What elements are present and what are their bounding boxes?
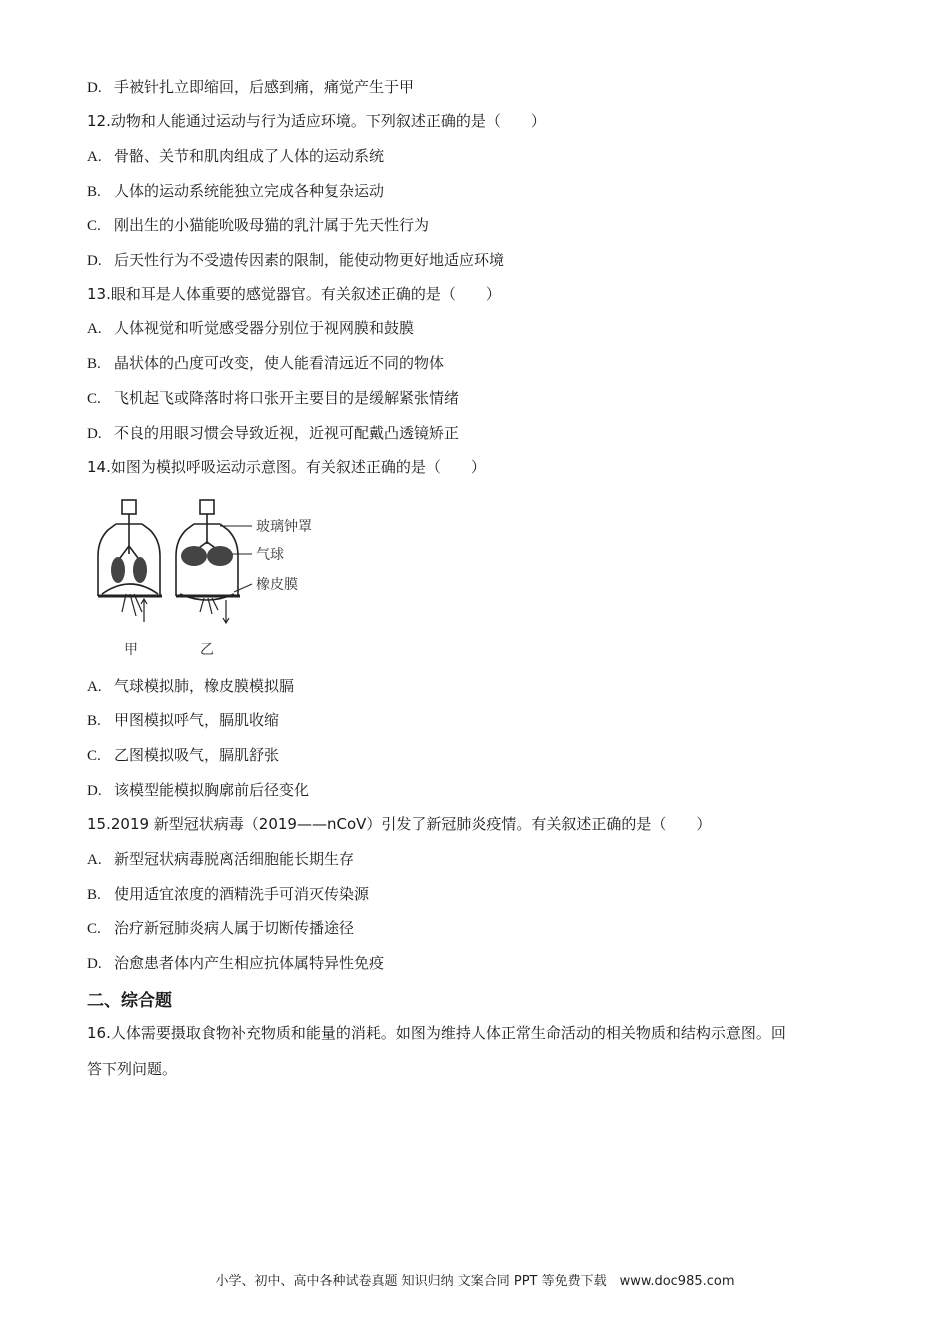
caption-yi: 乙 — [200, 642, 214, 658]
q16-stem-line-1: 16.人体需要摄取食物补充物质和能量的消耗。如图为维持人体正常生命活动的相关物质和结构示意图。回 — [87, 1024, 786, 1042]
label-balloon: 气球 — [256, 547, 284, 563]
q15-option-b — [87, 884, 369, 905]
option-key: B. — [87, 713, 101, 729]
option-text: 骨骼、关节和肌肉组成了人体的运动系统 — [114, 147, 385, 165]
option-key: D. — [87, 80, 102, 96]
option-key: C. — [87, 748, 101, 764]
q13-option-a — [87, 318, 414, 339]
option-key: B. — [87, 184, 101, 200]
q15-option-d — [87, 953, 384, 974]
option-key: A. — [87, 321, 102, 337]
q13-option-d — [87, 423, 459, 444]
option-text: 刚出生的小猫能吮吸母猫的乳汁属于先天性行为 — [114, 216, 430, 234]
q14-option-a — [87, 676, 294, 697]
option-key: C. — [87, 391, 101, 407]
option-text: 人体的运动系统能独立完成各种复杂运动 — [114, 182, 385, 200]
option-key: A. — [87, 679, 102, 695]
option-key: B. — [87, 356, 101, 372]
q12-option-b — [87, 181, 384, 202]
q15-option-a — [87, 849, 354, 870]
option-text: 乙图模拟吸气，膈肌舒张 — [114, 746, 280, 764]
option-text: 晶状体的凸度可改变，使人能看清远近不同的物体 — [114, 354, 445, 372]
section-heading: 二、综合题 — [87, 991, 172, 1011]
q13-option-c — [87, 388, 459, 409]
bell-jar-jia — [98, 500, 160, 596]
jar-jia-stopper — [122, 500, 136, 514]
option-text: 该模型能模拟胸廓前后径变化 — [114, 781, 310, 799]
balloon-jia-right — [133, 557, 147, 583]
balloon-yi-left — [181, 546, 207, 566]
arrow-down-icon — [223, 600, 229, 623]
option-text: 手被针扎立即缩回，后感到痛，痛觉产生于甲 — [114, 78, 415, 96]
option-text: 使用适宜浓度的酒精洗手可消灭传染源 — [114, 885, 370, 903]
option-key: D. — [87, 956, 102, 972]
jar-yi-stopper — [200, 500, 214, 514]
option-text: 气球模拟肺，橡皮膜模拟膈 — [114, 677, 295, 695]
string-yi — [200, 598, 218, 614]
q14-stem: 14.如图为模拟呼吸运动示意图。有关叙述正确的是（ ） — [87, 458, 486, 476]
q11-option-d — [87, 77, 414, 98]
page-footer: 小学、初中、高中各种试卷真题 知识归纳 文案合同 PPT 等免费下载 www.doc985.com — [215, 1274, 735, 1289]
option-key: D. — [87, 783, 102, 799]
caption-jia: 甲 — [124, 642, 138, 658]
q12-stem: 12.动物和人能通过运动与行为适应环境。下列叙述正确的是（ ） — [87, 112, 546, 130]
option-text: 飞机起飞或降落时将口张开主要目的是缓解紧张情绪 — [114, 389, 460, 407]
q13-stem: 13.眼和耳是人体重要的感觉器官。有关叙述正确的是（ ） — [87, 285, 501, 303]
q14-option-d — [87, 780, 309, 801]
q12-option-a — [87, 146, 384, 167]
option-text: 治疗新冠肺炎病人属于切断传播途径 — [114, 919, 355, 937]
option-key: C. — [87, 218, 101, 234]
bell-jar-yi — [176, 500, 238, 596]
option-text: 新型冠状病毒脱离活细胞能长期生存 — [114, 850, 355, 868]
membrane-jia — [102, 584, 158, 594]
q15-option-c — [87, 918, 354, 939]
q14-option-c — [87, 745, 279, 766]
option-text: 人体视觉和听觉感受器分别位于视网膜和鼓膜 — [114, 319, 415, 337]
q15-stem: 15.2019 新型冠状病毒（2019——nCoV）引发了新冠肺炎疫情。有关叙述正确的是（ ） — [87, 815, 712, 833]
option-key: A. — [87, 852, 102, 868]
breathing-model-diagram — [92, 494, 342, 664]
option-text: 后天性行为不受遗传因素的限制，能使动物更好地适应环境 — [114, 251, 505, 269]
option-key: A. — [87, 149, 102, 165]
option-key: D. — [87, 253, 102, 269]
label-membrane: 橡皮膜 — [256, 577, 298, 593]
label-bell-jar: 玻璃钟罩 — [256, 519, 312, 535]
option-key: B. — [87, 887, 101, 903]
balloon-yi-right — [207, 546, 233, 566]
q14-option-b — [87, 710, 279, 731]
breathing-model-figure — [92, 494, 342, 664]
q13-option-b — [87, 353, 444, 374]
leader-membrane — [234, 584, 252, 592]
option-key: C. — [87, 921, 101, 937]
option-text: 甲图模拟呼气，膈肌收缩 — [114, 711, 280, 729]
q12-option-d — [87, 250, 504, 271]
balloon-jia-left — [111, 557, 125, 583]
q16-stem-line-2: 答下列问题。 — [87, 1060, 178, 1078]
q12-option-c — [87, 215, 429, 236]
option-key: D. — [87, 426, 102, 442]
option-text: 治愈患者体内产生相应抗体属特异性免疫 — [114, 954, 385, 972]
option-text: 不良的用眼习惯会导致近视，近视可配戴凸透镜矫正 — [114, 424, 460, 442]
